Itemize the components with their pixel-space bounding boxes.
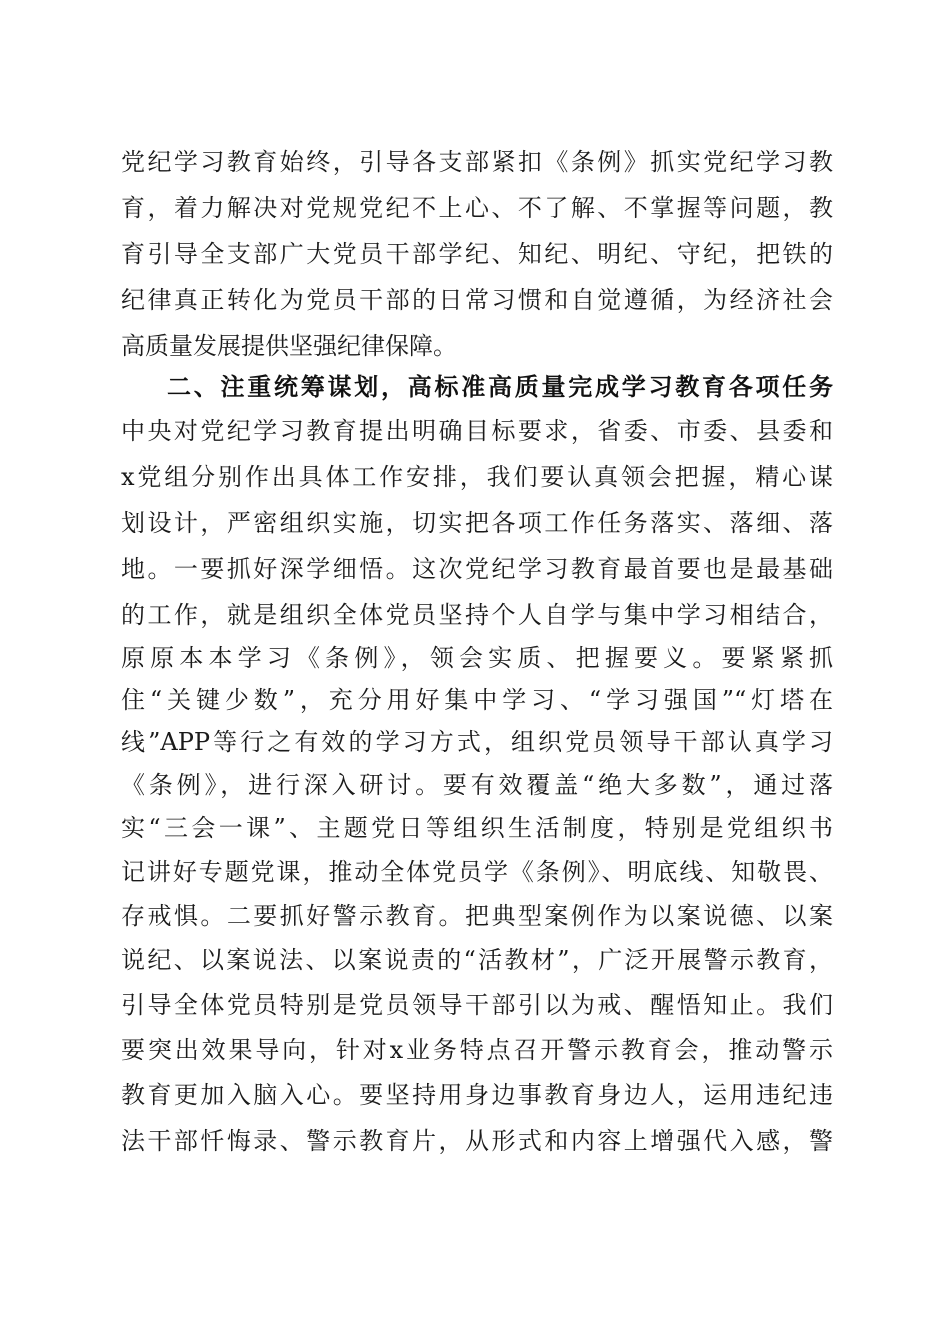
paragraph-1-line-4: 纪律真正转化为党员干部的日常习惯和自觉遵循，为经济社会 — [121, 286, 833, 314]
paragraph-2-line-12: 存戒惧。二要抓好警示教育。把典型案例作为以案说德、以案 — [121, 902, 833, 930]
paragraph-2-line-2: x党组分别作出具体工作安排，我们要认真领会把握，精心谋 — [121, 463, 833, 491]
paragraph-1-line-3: 育引导全支部广大党员干部学纪、知纪、明纪、守纪，把铁的 — [121, 240, 833, 268]
paragraph-1-line-5: 高质量发展提供坚强纪律保障。 — [121, 332, 457, 360]
paragraph-2-line-1: 中央对党纪学习教育提出明确目标要求，省委、市委、县委和 — [121, 417, 833, 445]
paragraph-2-line-5: 的工作，就是组织全体党员坚持个人自学与集中学习相结合， — [121, 601, 833, 629]
paragraph-2-line-9: 《条例》，进行深入研讨。要有效覆盖“绝大多数”，通过落 — [121, 771, 833, 799]
paragraph-2-line-15: 要突出效果导向，针对x业务特点召开警示教育会，推动警示 — [121, 1036, 833, 1064]
paragraph-2-line-14: 引导全体党员特别是党员领导干部引以为戒、醒悟知止。我们 — [121, 991, 833, 1019]
paragraph-2-line-17: 法干部忏悔录、警示教育片，从形式和内容上增强代入感，警 — [121, 1127, 833, 1155]
paragraph-2-line-3: 划设计，严密组织实施，切实把各项工作任务落实、落细、落 — [121, 509, 833, 537]
paragraph-1-line-1: 党纪学习教育始终，引导各支部紧扣《条例》抓实党纪学习教 — [121, 148, 833, 176]
paragraph-1-line-2: 育，着力解决对党规党纪不上心、不了解、不掌握等问题，教 — [121, 194, 833, 222]
paragraph-2-line-16: 教育更加入脑入心。要坚持用身边事教育身边人，运用违纪违 — [121, 1081, 833, 1109]
paragraph-2-line-10: 实“三会一课”、主题党日等组织生活制度，特别是党组织书 — [121, 814, 833, 842]
paragraph-2-line-7: 住“关键少数”，充分用好集中学习、“学习强国”“灯塔在 — [121, 686, 833, 714]
paragraph-2-line-8: 线”APP等行之有效的学习方式，组织党员领导干部认真学习 — [121, 728, 833, 756]
paragraph-2-line-13: 说纪、以案说法、以案说责的“活教材”，广泛开展警示教育， — [121, 946, 833, 974]
paragraph-2-line-11: 记讲好专题党课，推动全体党员学《条例》、明底线、知敬畏、 — [121, 858, 833, 886]
section-heading: 二、注重统筹谋划，高标准高质量完成学习教育各项任务 — [167, 373, 833, 401]
paragraph-2-line-4: 地。一要抓好深学细悟。这次党纪学习教育最首要也是最基础 — [121, 555, 833, 583]
paragraph-2-line-6: 原原本本学习《条例》，领会实质、把握要义。要紧紧抓 — [121, 644, 833, 672]
